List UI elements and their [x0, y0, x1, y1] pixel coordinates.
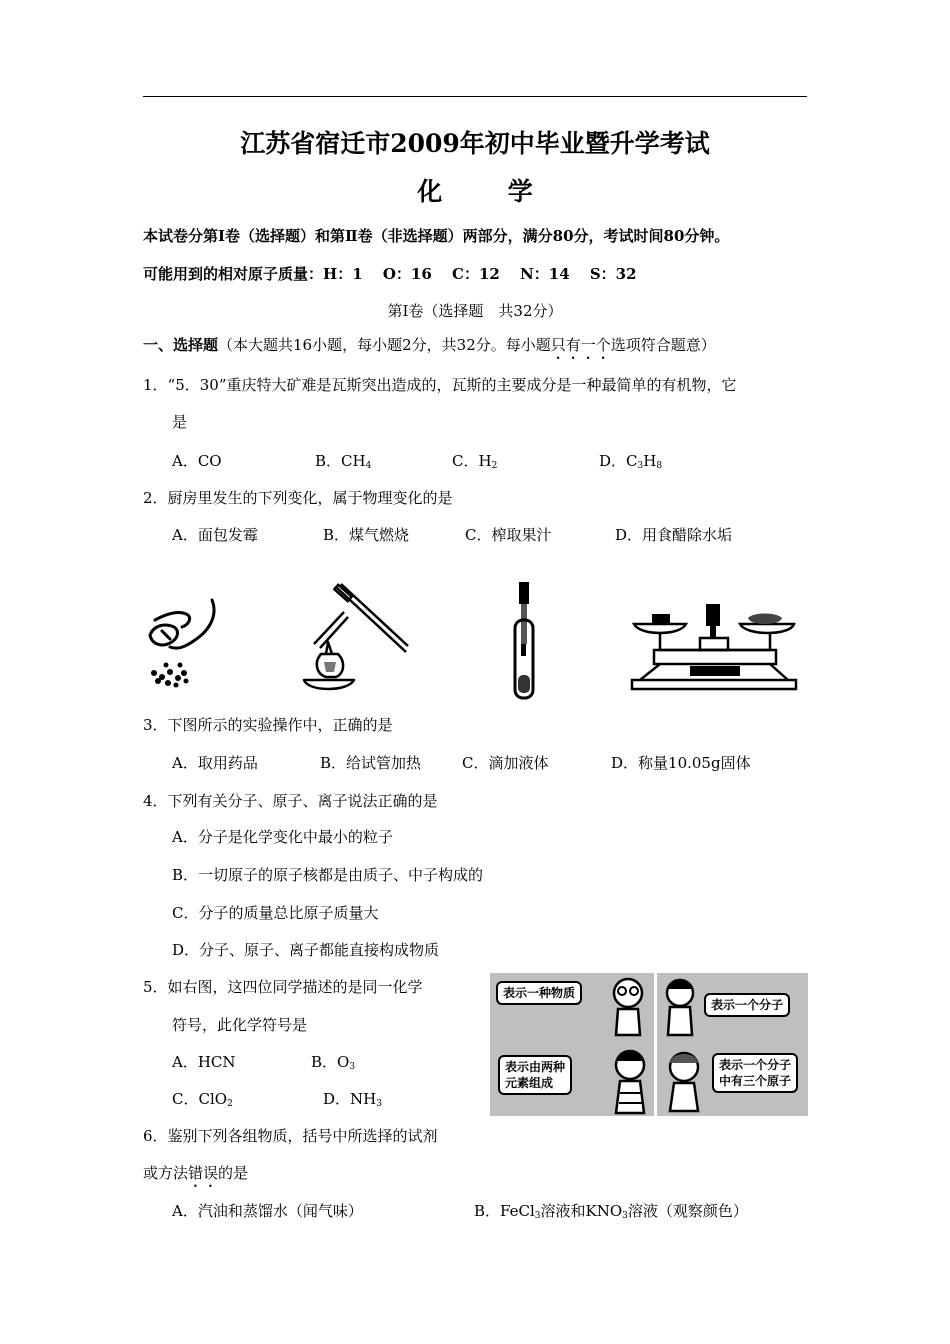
bubble-one-substance: 表示一种物质	[496, 981, 582, 1005]
q5-option-d: D．$NH_3$	[323, 1090, 382, 1109]
q2-option-b: B．煤气燃烧	[323, 526, 410, 544]
q6-stem-line2: 或方法错误的是	[143, 1164, 249, 1182]
bubble-one-molecule: 表示一个分子	[704, 993, 790, 1017]
header-rule	[143, 96, 807, 97]
q3-stem: 3．下图所示的实验操作中，正确的是	[143, 716, 393, 734]
q2-option-d: D．用食醋除水垢	[615, 526, 733, 544]
q1-option-a: A．CO	[172, 452, 222, 470]
q4-stem: 4．下列有关分子、原子、离子说法正确的是	[143, 792, 438, 810]
student-figure-2	[660, 977, 700, 1039]
atomic-mass-values: H：1 O：16 C：12 N：14 S：32	[323, 265, 637, 283]
q5-stem-line1: 5．如右图，这四位同学描述的是同一化学	[143, 978, 423, 996]
intro-line-2	[143, 263, 637, 284]
subject-char-1: 化	[417, 177, 443, 206]
q1-stem-line2: 是	[172, 413, 188, 431]
q1-stem-line1: 1．“5．30”重庆特大矿难是瓦斯突出造成的，瓦斯的主要成分是一种最简单的有机物，它	[143, 376, 737, 394]
section-note-post: 选项符合题意）	[610, 336, 716, 354]
exam-title: 江苏省宿迁市2009年初中毕业暨升学考试	[240, 129, 710, 158]
student-figure-1	[606, 975, 652, 1041]
q3-option-d: D．称量10.05g固体	[611, 754, 751, 772]
figure-taking-reagent	[140, 595, 225, 690]
q4-option-a: A．分子是化学变化中最小的粒子	[172, 828, 393, 846]
student-figure-3	[610, 1047, 652, 1115]
atomic-mass-label: 可能用到的相对原子质量：	[143, 265, 324, 283]
q2-option-c: C．榨取果汁	[465, 526, 552, 544]
q2-option-a: A．面包发霉	[172, 526, 258, 544]
q5-stem-line2: 符号，此化学符号是	[172, 1016, 308, 1034]
bubble-three-atoms: 表示一个分子 中有三个原子	[712, 1053, 798, 1093]
q4-option-d: D．分子、原子、离子都能直接构成物质	[172, 941, 440, 959]
part1-heading: 第Ⅰ卷（选择题 共32分）	[387, 302, 563, 320]
q5-option-c: C．ClO$_2$	[172, 1090, 233, 1109]
q5-student-cartoon	[490, 973, 808, 1116]
figure-weighing-balance	[630, 600, 798, 693]
q1-option-d: D．$C_3H_8$	[599, 452, 663, 471]
q5-option-b: B．$O_3$	[311, 1053, 356, 1072]
q4-option-c: C．分子的质量总比原子质量大	[172, 904, 379, 922]
section-label: 一、选择题	[143, 336, 219, 354]
q6-emphasis: 错误	[188, 1164, 219, 1182]
figure-dropping-liquid	[507, 580, 543, 702]
q3-option-a: A．取用药品	[172, 754, 258, 772]
intro-line-1: 本试卷分第Ⅰ卷（选择题）和第Ⅱ卷（非选择题）两部分，满分80分，考试时间80分钟。	[143, 227, 730, 245]
student-figure-4	[662, 1049, 706, 1113]
q1-option-c: C．$H_2$	[452, 452, 498, 471]
section-note-emphasis: 只有一个	[550, 336, 611, 354]
q6-option-a: A．汽油和蒸馏水（闻气味）	[172, 1202, 363, 1220]
q6-stem-line1: 6．鉴别下列各组物质，括号中所选择的试剂	[143, 1127, 438, 1145]
section-heading	[143, 334, 716, 363]
bubble-two-elements: 表示由两种 元素组成	[498, 1055, 572, 1095]
q3-option-c: C．滴加液体	[462, 754, 549, 772]
q3-option-b: B．给试管加热	[320, 754, 422, 772]
exam-subject	[0, 172, 950, 208]
q5-option-a: A．HCN	[172, 1053, 236, 1071]
subject-char-2: 学	[507, 177, 533, 206]
figure-heating-test-tube	[296, 582, 411, 697]
q1-option-b: B．$CH_4$	[315, 452, 372, 471]
q4-option-b: B．一切原子的原子核都是由质子、中子构成的	[172, 866, 484, 884]
section-note-pre: （本大题共16小题，每小题2分，共32分。每小题	[218, 336, 551, 354]
q2-stem: 2．厨房里发生的下列变化，属于物理变化的是	[143, 489, 453, 507]
q6-option-b: B．FeCl$_3$溶液和$KNO_3$溶液（观察颜色）	[474, 1202, 748, 1221]
